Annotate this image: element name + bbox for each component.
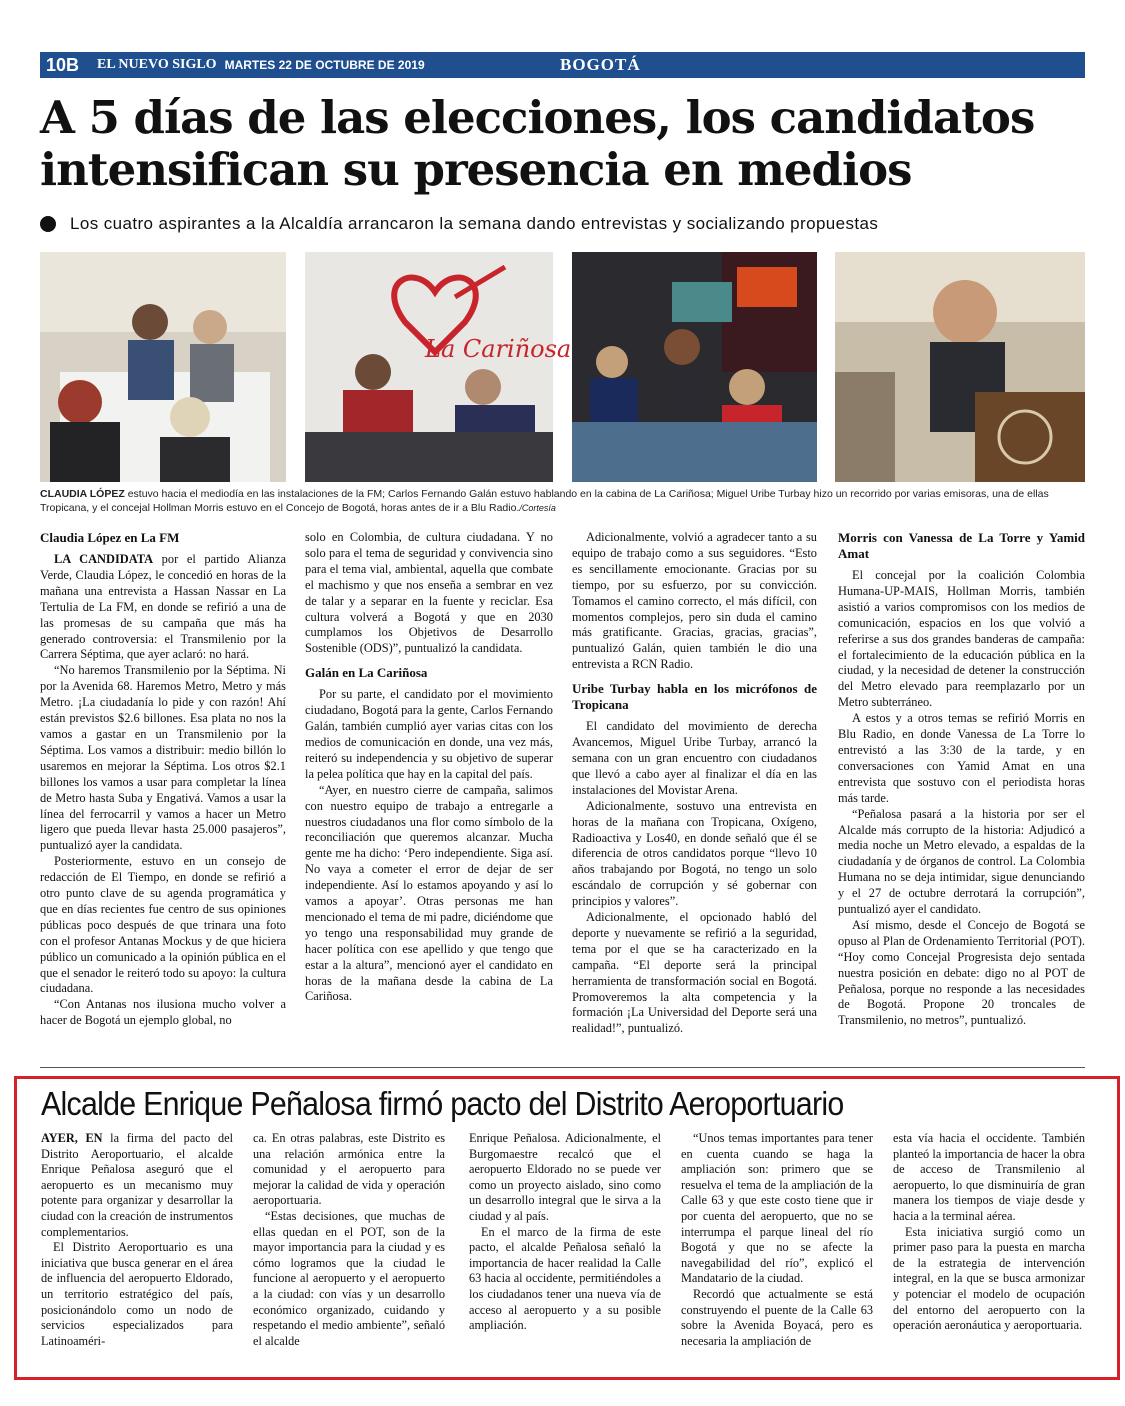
issue-date: MARTES 22 DE OCTUBRE DE 2019 (224, 58, 425, 72)
caption-lead: CLAUDIA LÓPEZ (40, 488, 125, 500)
caption-credit: /Cortesía (519, 503, 556, 513)
section-heading-morris: Morris con Vanessa de La Torre y Yamid Amat (838, 530, 1085, 561)
article-column-4 (838, 530, 1085, 1056)
paragraph-lead: AYER, EN (41, 1131, 103, 1145)
paragraph: Por su parte, el candidato por el movimiento ciudadano, Bogotá para la gente, Carlos Fernando Galán, también cumplió ayer varias citas con los medios de comunicación en donde, una vez más, reiteró su independencia y su objetivo de superar la pelea política que hay en la capital del país. (305, 687, 553, 781)
article-column-2 (305, 530, 553, 1056)
paragraph: la firma del pacto del Distrito Aeroportuario, el alcalde Enrique Peñalosa aseguró que el aeropuerto es un mecanismo muy potente para organizar y desarrollar la ciudad con la creación de instrumentos complementarios. (41, 1131, 233, 1239)
box-column-3 (469, 1131, 661, 1334)
section-heading-claudia: Claudia López en La FM (40, 530, 180, 545)
caption-text: estuvo hacia el mediodía en las instalaciones de la FM; Carlos Fernando Galán estuvo hablando en la cabina de La Cariñosa; Miguel Uribe Turbay hizo un recorrido por varias emisoras, una de ellas Tropicana, y el concejal Hollman Morris estuvo en el Concejo de Bogotá, horas antes de ir a Blu Radio. (40, 488, 1049, 514)
box-column-5 (893, 1131, 1085, 1334)
box-column-4 (681, 1131, 873, 1349)
photo-concejo (835, 252, 1085, 482)
masthead: EL NUEVO SIGLO (97, 57, 217, 72)
article-column-3 (572, 530, 817, 1056)
subheadline (40, 214, 878, 234)
page-number: 10B (40, 55, 89, 76)
article-column-1 (40, 530, 286, 1056)
box-column-2 (253, 1131, 445, 1349)
photo-caption (40, 487, 1085, 515)
box-column-1 (41, 1131, 233, 1349)
section-name: BOGOTÁ (560, 55, 641, 74)
paragraph: El concejal por la coalición Colombia Humana-UP-MAIS, Hollman Morris, también asistió a varios compromisos con los medios de comunicación, espacios en los que volvió a referirse a sus dos grandes banderas de campaña: el fortalecimiento de la educación pública en la ciudad, y la necesidad de detener la construcción del Metro elevado para reemplazarlo por un Metro subterráneo. (838, 568, 1085, 710)
paragraph: Adicionalmente, sostuvo una entrevista en horas de la mañana con Tropicana, Oxígeno, Radioactiva y Los40, en donde señaló que él se diferencia de otros candidatos porque “llevo 10 años trabajando por Bogotá, no tengo un solo escándalo de corrupción y sé gobernar con principios y valores”. (572, 798, 817, 909)
paragraph: “Con Antanas nos ilusiona mucho volver a hacer de Bogotá un ejemplo global, no (40, 997, 286, 1028)
divider (40, 1067, 1085, 1068)
paragraph: esta vía hacia el occidente. También planteó la importancia de hacer la obra de acceso de Transmilenio al aeropuerto, lo que disminuiría de gran manera los tiempos de viaje desde y hacia a la terminal aérea. (893, 1131, 1085, 1223)
paragraph: A estos y a otros temas se refirió Morris en Blu Radio, en donde Vanessa de La Torre lo entrevistó a las 3:30 de la tarde, y en conversaciones con Yamid Amat en una entrevista que sostuvo con el periodista horas más tarde. (838, 711, 1085, 805)
paragraph: solo en Colombia, de cultura ciudadana. Y no solo para el tema de seguridad y convivencia sino para el tema vial, ambiental, aquella que combate el machismo y que nos enseña a sembrar en vez de talar y a separar en la fuente y reciclar. Esa cultura volverá a Bogotá y que en 2030 cumplamos los Objetivos de Desarrollo Sostenible (ODS)”, puntualizó la candidata. (305, 530, 553, 656)
paragraph: “No haremos Transmilenio por la Séptima. Ni por la Avenida 68. Haremos Metro, Metro y más Metro. ¡La ciudadanía lo pide y con razón! Ahí están previstos $2.6 billones. Esa plata no nos la vamos a gastar en un Transmilenio por la Séptima. Los vamos a distribuir: medio billón lo usaremos en mejorar la Séptima. Los otros $2.1 billones los vamos a usar para completar la línea de Metro hasta Suba y Engativá. Vamos a usar la línea del ferrocarril y vamos a hacer un Metro ligero que pueda llevar hasta 25.000 pasajeros”, puntualizó ayer la candidata. (40, 663, 286, 853)
paragraph: ca. En otras palabras, este Distrito es una relación armónica entre la comunidad y el aeropuerto para mejorar la calidad de vida y operación aeroportuaria. (253, 1131, 445, 1208)
bullet-icon (40, 216, 56, 232)
paragraph: Recordó que actualmente se está construyendo el puente de la Calle 63 sobre la Avenida Boyacá, pero es necesaria la ampliación de (681, 1286, 873, 1348)
paragraph: Adicionalmente, volvió a agradecer tanto a su equipo de trabajo como a sus seguidores. “Esto es sencillamente emocionante. Gracias por su tiempo, por su esfuerzo, por su convicción. Tomamos el camino correcto, el más difícil, con momentos complejos, pero sin duda el camino más gratificante. Gracias, gracias, gracias”, puntualizó Galán, quien también le dio una entrevista a RCN Radio. (572, 530, 817, 672)
photo-claudia-lopez (40, 252, 286, 482)
paragraph: El Distrito Aeroportuario es una iniciativa que busca generar en el área de influencia del aeropuerto Eldorado, un territorio estratégico del país, posicionándolo como un nodo de servicios especializados para Latinoaméri- (41, 1240, 233, 1348)
paragraph: Enrique Peñalosa. Adicionalmente, el Burgomaestre recalcó que el aeropuerto Eldorado no se puede ver como un proyecto aislado, sino como un desarrollo integral que le sirva a la ciudad y al país. (469, 1131, 661, 1223)
paragraph: “Estas decisiones, que muchas de ellas quedan en el POT, son de la mayor importancia para la ciudad y es cómo logramos que la ciudad le funcione al aeropuerto y el aeropuerto a la ciudad: con vías y un desarrollo económico organizado, cuidando y respetando el medio ambiente”, señaló el alcalde (253, 1208, 445, 1348)
paragraph: “Peñalosa pasará a la historia por ser el Alcalde más corrupto de la historia: Adjudicó a media noche un Metro elevado, a espaldas de la ciudadanía y de órganos de control. La Colombia Humana no se deja intimidar, sigue denunciando y el 27 de octubre derrotará la corrupción”, puntualizó ayer el candidato. (838, 806, 1085, 917)
paragraph: En el marco de la firma de este pacto, el alcalde Peñalosa señaló la importancia de hacer realidad la Calle 63 hacia al occidente, permitiéndoles a los ciudadanos tener una nueva vía de acceso al aeropuerto y a su posible ampliación. (469, 1224, 661, 1333)
section-heading-uribe: Uribe Turbay habla en los micrófonos de Tropicana (572, 681, 817, 713)
photo-sign-text: La Cariñosa (425, 335, 572, 363)
paragraph: “Unos temas importantes para tener en cuenta cuando se haga la ampliación son: primero que se resuelva el tema de la ampliación de la Calle 63 y que este costo tiene que ir por cuenta del aeropuerto, que no se interrumpa el parque lineal del río Bogotá y que no se afecte la navegabilidad del río”, explicó el Mandatario de la ciudad. (681, 1131, 873, 1286)
paragraph: “Ayer, en nuestro cierre de campaña, salimos con nuestro equipo de trabajo a entregarle a nuestros ciudadanos una flor como símbolo de la reconciliación que queremos alcanzar. Mucha gente me ha dicho: ‘Pero independiente. Siga así. No vaya a cometer el error de dejar de ser independiente. Así lo estamos apoyando y así lo vamos a apoyar’. Otras personas me han mencionado el tema de mi padre, diciéndome que yo tengo una responsabilidad muy grande de hacer política con ese apellido y que tengo que estar a la altura”, mencionó ayer el candidato en horas de la mañana desde la cabina de La Cariñosa. (305, 782, 553, 1004)
photo-la-carinosa (305, 252, 572, 482)
paragraph: Esta iniciativa surgió como un primer paso para la puesta en marcha de la estrategia de intervención integral, en la que se busca armonizar y potenciar el modelo de ocupación del entorno del aeropuerto con la operación aeronáutica y aeroportuaria. (893, 1224, 1085, 1333)
paragraph: Posteriormente, estuvo en un consejo de redacción de El Tiempo, en donde se refirió a otro punto clave de su agenda programática y que en días recientes fue centro de sus opiniones públicas poco después de que trinara una foto con el profesor Antanas Mockus y de que hiciera público un comunicado a la opinión pública en el que el senador le reiteró todo su apoyo: la cultura ciudadana. (40, 854, 286, 996)
section-header-bar (40, 52, 1085, 78)
paragraph: Adicionalmente, el opcionado habló del deporte y nuevamente se refirió a la seguridad, tema por el que se ha caracterizado en la campaña. “El deporte será la principal herramienta de transformación social en Bogotá. Promoveremos la alta competencia y la formación ¡La Universidad del Deporte será una realidad!”, puntualizó. (572, 910, 817, 1036)
highlighted-article-box (14, 1076, 1120, 1380)
section-heading-galan: Galán en La Cariñosa (305, 665, 428, 681)
paragraph: El candidato del movimiento de derecha Avancemos, Miguel Uribe Turbay, arrancó la semana con un gran encuentro con ciudadanos que llevó a cabo ayer al finalizar el día en las instalaciones del Movistar Arena. (572, 719, 817, 797)
paragraph: Así mismo, desde el Concejo de Bogotá se opuso al Plan de Ordenamiento Territorial (POT). “Hoy como Concejal Progresista dejo sentada nuestra posición en debate: digo no al POT de Peñalosa, porque no responde a las necesidades de Bogotá. Propone 20 troncales de Transmilenio, no metros”, puntualizó. (838, 917, 1085, 1028)
main-headline: A 5 días de las elecciones, los candidatos intensifican su presencia en medios (40, 91, 1035, 196)
photo-tropicana (572, 252, 817, 482)
paragraph: por el partido Alianza Verde, Claudia López, le concedió en horas de la mañana una entrevista a Hassan Nassar en La Tertulia de La FM, en donde se refirió a una de las promesas de su campaña que más ha generado controversia: el Transmilenio por la Carrera Séptima, que ayer aclaró: no hará. (40, 552, 286, 662)
box-headline: Alcalde Enrique Peñalosa firmó pacto del Distrito Aeroportuario (41, 1085, 844, 1122)
subheadline-text: Los cuatro aspirantes a la Alcaldía arrancaron la semana dando entrevistas y socializando propuestas (70, 214, 879, 233)
paragraph-lead: LA CANDIDATA (54, 552, 154, 566)
